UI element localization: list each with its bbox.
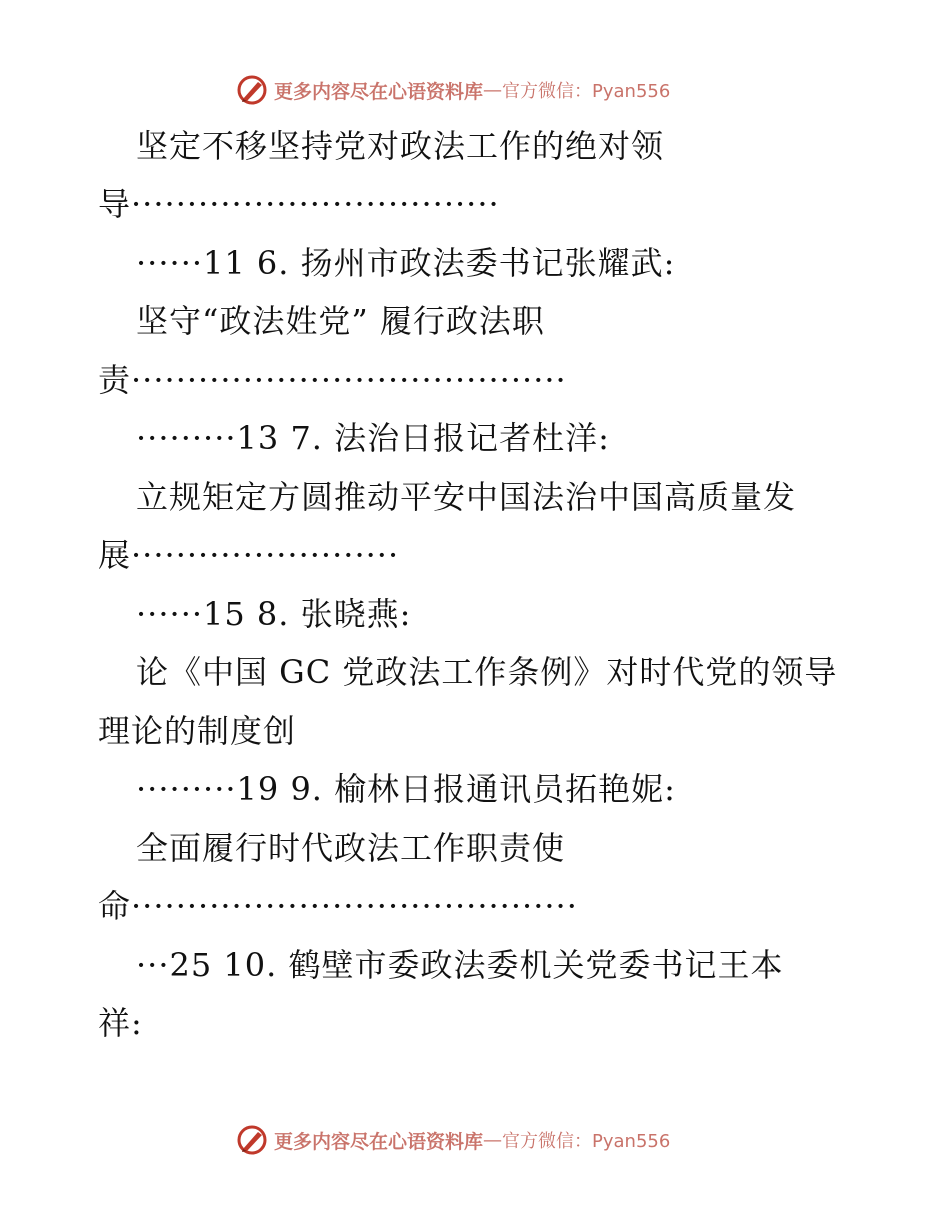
watermark-side-text: 官方微信：Pyan556 (502, 1131, 671, 1152)
toc-line: ·········13 7. 法治日报记者杜洋: (136, 419, 610, 457)
toc-line: ···25 10. 鹤壁市委政法委机关党委书记王本 (136, 946, 784, 984)
toc-line: 导································· (98, 185, 500, 223)
toc-line: 命········································ (98, 887, 578, 925)
toc-line: 坚定不移坚持党对政法工作的绝对领 (136, 127, 665, 165)
watermark-side-text: 官方微信：Pyan556 (502, 81, 671, 102)
red-pen-logo-icon (236, 74, 268, 106)
watermark-separator: — (483, 1129, 503, 1151)
watermark-separator: — (483, 79, 503, 101)
toc-line: ······15 8. 张晓燕: (136, 595, 412, 633)
toc-line: 坚守“政法姓党” 履行政法职 (136, 302, 545, 340)
toc-line: 责······································· (98, 361, 567, 399)
watermark-main-text: 更多内容尽在心语资料库 (274, 1130, 484, 1153)
toc-line: ·········19 9. 榆林日报通讯员拓艳妮: (136, 770, 676, 808)
watermark-header (236, 72, 670, 108)
toc-line: ······11 6. 扬州市政法委书记张耀武: (136, 244, 676, 282)
red-pen-logo-icon (236, 1124, 268, 1156)
watermark-main-text: 更多内容尽在心语资料库 (274, 80, 484, 103)
watermark-footer (236, 1122, 670, 1158)
toc-line: 立规矩定方圆推动平安中国法治中国高质量发 (136, 478, 797, 516)
toc-line: 全面履行时代政法工作职责使 (136, 829, 566, 867)
toc-line: 祥: (98, 1004, 143, 1042)
toc-line: 展························ (98, 536, 400, 574)
toc-line: 论《中国 GC 党政法工作条例》对时代党的领导 (136, 653, 838, 691)
toc-line: 理论的制度创 (98, 712, 297, 750)
